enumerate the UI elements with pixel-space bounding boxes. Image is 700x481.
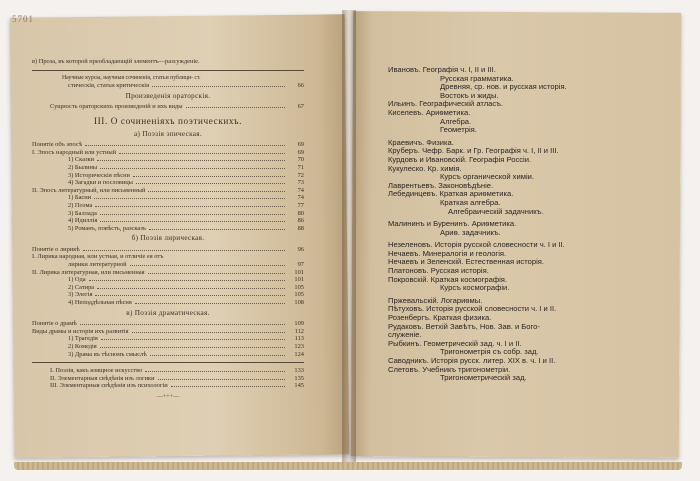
divider [32,70,304,71]
leader-dots [94,197,285,199]
toc-entry [32,179,304,187]
part-heading: III. О сочиненiяхъ поэтическихъ. [93,115,243,126]
toc-entry-title: 3) Историческiя пѣсни [68,171,130,179]
author-entry: Лаврентьевъ. Законовѣдѣнiе. [388,180,494,190]
table-of-contents [32,58,304,402]
toc-entry-title: 1) Сказки [68,156,95,164]
toc-entry-title: Понятiе о лирикѣ [32,245,80,253]
author-entry: Пѣтуховъ. Исторiя русской словесности ч. I и II. [388,304,557,314]
toc-entry [32,202,304,210]
leader-dots [133,175,285,177]
toc-entry [32,375,304,383]
leader-dots [149,228,285,230]
title-entry: Русская грамматика. [440,73,514,83]
toc-page-number: 72 [297,171,304,179]
toc-page-number: 77 [297,201,304,209]
leader-dots [83,249,285,251]
toc-page-number: 112 [294,327,304,335]
toc-entry [32,253,304,261]
leader-dots [100,346,285,348]
author-entry: Киселевъ. Ариѳметика. [388,107,471,117]
toc-entry-title: 2) Поэма [68,201,93,209]
author-entry: Ильинъ. Географическiй атласъ. [388,99,504,109]
title-entry: Ариѳ. задачникъ. [440,227,501,237]
toc-page-number: 105 [294,291,304,299]
toc-entry [32,187,304,195]
toc-entry-title: I. Лирика народная, или устная, и отличiе ея отъ [32,253,164,261]
toc-entry-title: I. Поэзiя, какъ изящное искусство [50,367,143,375]
toc-page-number: 124 [294,350,304,358]
leader-dots [100,220,285,222]
toc-entry [32,320,304,328]
author-entry: Курдовъ и Ивановскiй. Географiя Россiи. [388,154,532,164]
toc-entry-title: в) Проза, въ которой преобладающiй элементъ—разсужденiе. [32,58,200,65]
section-heading: б) Поэзiя лирическая. [131,234,205,243]
book-gutter [342,10,356,465]
toc-entry [32,367,304,375]
leader-dots [148,190,285,192]
leader-dots [132,331,285,333]
toc-entry-title: стическiя, статьи критическiя [68,82,150,90]
toc-page-number: 74 [297,186,304,194]
title-entry: Курсъ органической химiи. [440,172,534,182]
leader-dots [152,85,285,87]
title-entry: Тригонометрическiй зад. [440,373,527,383]
author-entry: Краевичъ. Физика. [388,137,454,147]
toc-entry [32,141,304,149]
leader-dots [158,378,285,380]
toc-entry-title: III. Элементарныя свѣдѣнiя изъ психологiи [50,382,168,390]
title-entry: Древняя, ср. нов. и русская исторiя. [440,82,567,92]
toc-page-number: 69 [297,141,304,149]
author-entry: Ивановъ. Географiя ч. I, II и III. [388,65,496,74]
toc-page-number: 70 [297,156,304,164]
section-heading: а) Поэзiя эпическая. [134,129,202,138]
author-entry: Рыбкинъ. Геометрическiй зад. ч. I и II. [388,338,522,348]
toc-page-number: 101 [294,268,304,276]
toc-entry-title: 4) Загадки и пословицы [68,179,133,187]
author-entry: Нечаевъ. Минералогiя и геологiя. [388,248,507,258]
toc-page-number: 133 [294,367,304,375]
toc-entry [32,164,304,172]
toc-entry-title: Виды драмы и исторiя ихъ развитiя [32,327,129,335]
leader-dots [171,385,285,387]
toc-entry [32,210,304,218]
toc-page-number: 96 [297,245,304,253]
leader-dots [136,182,285,184]
title-entry: Тригонометрiя съ собр. зад. [440,347,539,357]
leader-dots [101,338,285,340]
author-entry: Покровскiй. Краткая космографiя. [388,274,508,284]
toc-page-number: 88 [297,224,304,232]
toc-entry-title: 1) Трагедiя [68,335,98,343]
author-entry: Пржевальскiй. Логариѳмы. [388,295,483,305]
author-entry: Нечаевъ и Зеленскiй. Естественная исторiя. [388,257,544,267]
author-entry: Саводникъ. Исторiя русск. литер. XIX в. ч. I и II. [388,356,556,365]
toc-page-number: 105 [294,283,304,291]
toc-page-number: 80 [297,209,304,217]
toc-entry-title: 2) Былины [68,163,98,171]
toc-entry-title: II. Эпосъ литературный, или письменный [32,186,146,194]
toc-entry-title: 3) Драма въ тѣсномъ смыслѣ [68,350,147,358]
section-heading: Произведенiя ораторскiя. [125,91,211,100]
toc-entry-title: 3) Элегiя [68,291,93,299]
toc-entry [32,58,304,66]
leader-dots [85,144,285,146]
author-entry: Незеленовъ. Исторiя русской словесности ч. I и II. [388,240,565,250]
toc-page-number: 113 [294,335,304,343]
toc-entry [32,194,304,202]
page-edges [14,462,682,470]
toc-entry-title: II. Лирика литературная, или письменная [32,268,145,276]
toc-note: Научные курсы, научныя сочиненiя, статьи публици- ст. [62,74,201,81]
toc-page-number: 145 [294,382,304,390]
toc-page-number: 109 [294,320,304,328]
section-heading: в) Поэзiя драматическая. [126,308,210,317]
toc-page-number: 108 [294,299,304,307]
toc-entry [32,172,304,180]
title-entry: Курсъ космографiи. [440,283,510,293]
toc-entry-title: 1) Басни [68,194,92,202]
toc-entry [32,156,304,164]
toc-entry-title: I. Эпосъ народный или устный [32,148,117,156]
title-entry: служенiе. [388,330,422,340]
leader-dots [80,323,285,325]
leader-dots [100,167,285,169]
library-stamp: 5701 [12,14,34,24]
author-entry: Слетовъ. Учебникъ тригонометрiи. [388,364,511,374]
author-entry: Круберъ. Чефр. Барк. и Гр. Географiя ч. I, II и III. [388,146,559,156]
toc-entry [32,328,304,336]
toc-entry-title: 5) Романъ, повѣсть, разсказъ [68,224,146,232]
toc-entry-title: лирики литературной [68,261,127,269]
toc-entry [32,276,304,284]
title-entry: Алгебра. [440,116,472,126]
toc-entry-title: 2) Сатира [68,283,95,291]
toc-entry [32,225,304,233]
toc-entry [32,246,304,254]
author-entry: Рудаковъ. Ветхiй Завѣтъ, Нов. Зав. и Бого- [388,321,540,331]
divider [32,362,304,363]
leader-dots [100,213,285,215]
author-entry: Кукулеско. Кр. химiя. [388,163,462,173]
toc-page-number: 101 [294,276,304,284]
toc-entry [32,335,304,343]
toc-page-number: 71 [297,163,304,171]
toc-page-number: 97 [297,261,304,269]
leader-dots [97,159,285,161]
toc-entry-title: II. Элементарныя свѣдѣнiя изъ логики [50,374,155,382]
author-entry: Платоновъ. Русская исторiя. [388,266,489,276]
leader-dots [119,152,285,154]
toc-entry [32,351,304,359]
toc-entry-title: Сущность ораторскихъ произведенiй и ихъ виды [50,103,183,111]
textbook-list [388,66,650,383]
leader-dots [95,294,285,296]
toc-page-number: 66 [297,82,304,90]
leader-dots [150,354,285,356]
toc-entry-title: 1) Ода [68,276,86,284]
author-entry: Малининъ и Буренинъ. Ариѳметика. [388,219,517,229]
leader-dots [145,370,285,372]
toc-page-number: 74 [297,194,304,202]
toc-entry [32,149,304,157]
leader-dots [148,272,285,274]
toc-entry-title: Понятiе о драмѣ [32,320,77,328]
toc-entry [32,82,304,90]
author-entry: Лебединцевъ. Краткая ариѳметика. [388,189,514,199]
toc-entry [32,103,304,111]
toc-entry-title: Понятiе объ эпосѣ [32,141,83,149]
toc-entry [32,299,304,307]
toc-page-number: 67 [297,103,304,111]
author-entry: Розенбергъ. Краткая физика. [388,313,492,323]
toc-entry [32,291,304,299]
toc-entry-title: 2) Комедiя [68,343,97,350]
toc-page-number: 86 [297,217,304,225]
toc-page-number: 123 [294,343,304,350]
toc-entry [32,269,304,277]
leader-dots [89,279,285,281]
leader-dots [186,106,285,108]
toc-entry [32,284,304,292]
title-entry: Краткая алгебра. [440,197,501,207]
toc-page-number: 69 [297,148,304,156]
toc-page-number: 135 [294,374,304,382]
end-ornament: —+++— [156,393,180,400]
toc-entry-title: 4) Идиллiя [68,217,98,225]
title-entry: Алгебраическiй задачникъ. [448,206,544,216]
leader-dots [97,287,285,289]
toc-entry [32,261,304,269]
toc-entry [32,217,304,225]
toc-entry-title: 4) Неподдѣльная пѣсня [68,299,132,307]
title-entry: Геометрiя. [440,125,477,135]
title-entry: Востокъ и жиды. [440,90,499,100]
leader-dots [95,205,285,207]
toc-entry-title: 3) Баллада [68,209,97,217]
leader-dots [130,264,285,266]
toc-entry [32,382,304,390]
toc-entry [32,343,304,351]
toc-page-number: 73 [297,179,304,187]
leader-dots [135,302,285,304]
